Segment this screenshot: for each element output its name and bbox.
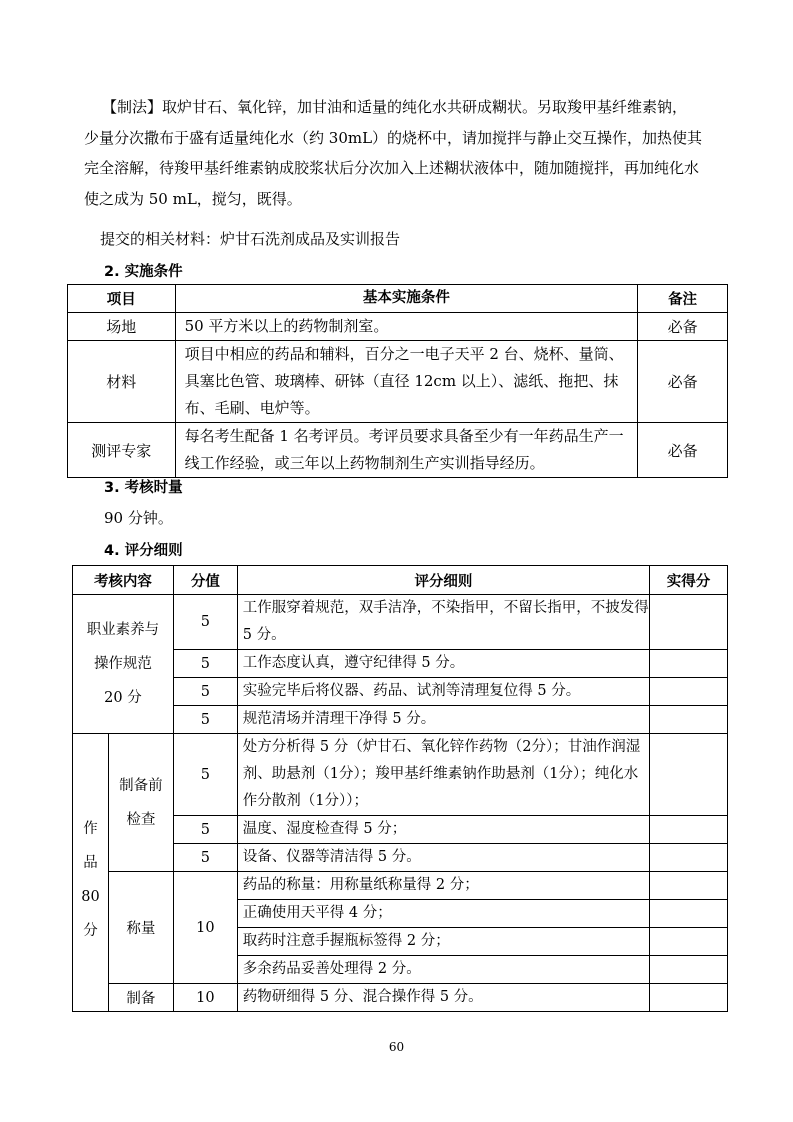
- table-row: [73, 984, 728, 1012]
- duration-text: 90 分钟。: [104, 509, 173, 527]
- header-cell: 基本实施条件: [175, 285, 638, 313]
- criteria-cell: 工作态度认真，遵守纪律得 5 分。: [237, 650, 649, 678]
- category-label-line: 品: [83, 855, 98, 871]
- earned-score-cell: [650, 984, 728, 1012]
- note-cell: 必备: [638, 313, 728, 341]
- earned-score-cell: [650, 816, 728, 844]
- score-cell: 10: [173, 984, 237, 1012]
- item-cell: 测评专家: [68, 423, 176, 478]
- method-line: 使之成为 50 mL，搅匀，既得。: [84, 189, 302, 208]
- subcategory-cell-weighing: 称量: [108, 872, 173, 984]
- section-heading-conditions: 2. 实施条件: [104, 264, 183, 280]
- criteria-cell: 实验完毕后将仪器、药品、试剂等清理复位得 5 分。: [237, 678, 649, 706]
- subcategory-cell-precheck: [108, 734, 173, 872]
- method-line: 少量分次撒布于盛有适量纯化水（约 30mL）的烧杯中，请加搅拌与静止交互操作，加热使其: [84, 128, 703, 147]
- table-row: [68, 423, 728, 478]
- table-row: [68, 313, 728, 341]
- score-cell: 5: [173, 706, 237, 734]
- category-label-line: 80: [81, 889, 100, 905]
- method-line: 【制法】取炉甘石、氧化锌，加甘油和适量的纯化水共研成糊状。另取羧甲基纤维素钠，: [102, 98, 688, 116]
- earned-score-cell: [650, 928, 728, 956]
- page-number: 60: [388, 1040, 405, 1054]
- criteria-cell: 药物研细得 5 分、混合操作得 5 分。: [237, 984, 649, 1012]
- category-label-line: 作: [83, 821, 98, 837]
- note-cell: 必备: [638, 423, 728, 478]
- earned-score-cell: [650, 872, 728, 900]
- category-label-line: 职业素养与: [86, 622, 160, 638]
- item-cell: 材料: [68, 341, 176, 423]
- criteria-cell: 多余药品妥善处理得 2 分。: [237, 956, 649, 984]
- earned-score-cell: [650, 956, 728, 984]
- subcategory-label-line: 制备前: [119, 777, 163, 794]
- method-line: 完全溶解，待羧甲基纤维素钠成胶浆状后分次加入上述糊状液体中，随加随搅拌，再加纯化水: [84, 159, 700, 177]
- section-heading-scoring: 4. 评分细则: [104, 543, 183, 559]
- header-cell: 分值: [173, 566, 237, 595]
- condition-cell: 项目中相应的药品和辅料，百分之一电子天平 2 台、烧杯、量筒、具塞比色管、玻璃棒、研钵（直径 12cm 以上）、滤纸、拖把、抹布、毛刷、电炉等。: [175, 341, 638, 423]
- earned-score-cell: [650, 678, 728, 706]
- note-cell: 必备: [638, 341, 728, 423]
- criteria-cell: 取药时注意手握瓶标签得 2 分；: [237, 928, 649, 956]
- earned-score-cell: [650, 844, 728, 872]
- score-cell: 10: [173, 872, 237, 984]
- subcategory-cell-preparation: 制备: [108, 984, 173, 1012]
- score-cell: 5: [173, 678, 237, 706]
- category-cell-product: [73, 734, 109, 1012]
- score-cell: 5: [173, 844, 237, 872]
- item-cell: 场地: [68, 313, 176, 341]
- condition-cell: 50 平方米以上的药物制剂室。: [175, 313, 638, 341]
- table-row: [73, 734, 728, 816]
- table-row: [73, 595, 728, 650]
- criteria-cell: 正确使用天平得 4 分；: [237, 900, 649, 928]
- table-row: [68, 341, 728, 423]
- header-cell: 考核内容: [73, 566, 174, 595]
- earned-score-cell: [650, 650, 728, 678]
- method-paragraph: [84, 92, 729, 214]
- earned-score-cell: [650, 734, 728, 816]
- criteria-cell: 规范清场并清理干净得 5 分。: [237, 706, 649, 734]
- score-cell: 5: [173, 650, 237, 678]
- table-row: [73, 872, 728, 900]
- submitted-materials: 提交的相关材料：炉甘石洗剂成品及实训报告: [100, 230, 401, 248]
- earned-score-cell: [650, 900, 728, 928]
- criteria-cell: 药品的称量：用称量纸称量得 2 分；: [237, 872, 649, 900]
- scoring-table: [72, 565, 728, 1012]
- earned-score-cell: [650, 706, 728, 734]
- table-header-row: [68, 285, 728, 313]
- category-label-line: 20 分: [104, 690, 142, 706]
- header-cell: 备注: [638, 285, 728, 313]
- category-label-line: 操作规范: [93, 656, 152, 672]
- score-cell: 5: [173, 734, 237, 816]
- header-cell: 实得分: [650, 566, 728, 595]
- score-cell: 5: [173, 595, 237, 650]
- subcategory-label-line: 检查: [126, 811, 156, 828]
- section-heading-duration: 3. 考核时量: [104, 480, 183, 496]
- category-label-line: 分: [83, 923, 98, 939]
- condition-cell: 每名考生配备 1 名考评员。考评员要求具备至少有一年药品生产一线工作经验，或三年以上药物制剂生产实训指导经历。: [175, 423, 638, 478]
- criteria-cell: 温度、湿度检查得 5 分；: [237, 816, 649, 844]
- score-cell: 5: [173, 816, 237, 844]
- header-cell: 项目: [68, 285, 176, 313]
- criteria-cell: 处方分析得 5 分（炉甘石、氧化锌作药物（2分）；甘油作润湿剂、助悬剂（1分）；羧甲基纤维素钠作助悬剂（1分）；纯化水作分散剂（1分））；: [237, 734, 649, 816]
- table-header-row: [73, 566, 728, 595]
- category-cell-professionalism: [73, 595, 174, 734]
- earned-score-cell: [650, 595, 728, 650]
- header-cell: 评分细则: [237, 566, 649, 595]
- conditions-table: [67, 284, 728, 478]
- criteria-cell: 设备、仪器等清洁得 5 分。: [237, 844, 649, 872]
- criteria-cell: 工作服穿着规范，双手洁净，不染指甲，不留长指甲，不披发得 5 分。: [237, 595, 649, 650]
